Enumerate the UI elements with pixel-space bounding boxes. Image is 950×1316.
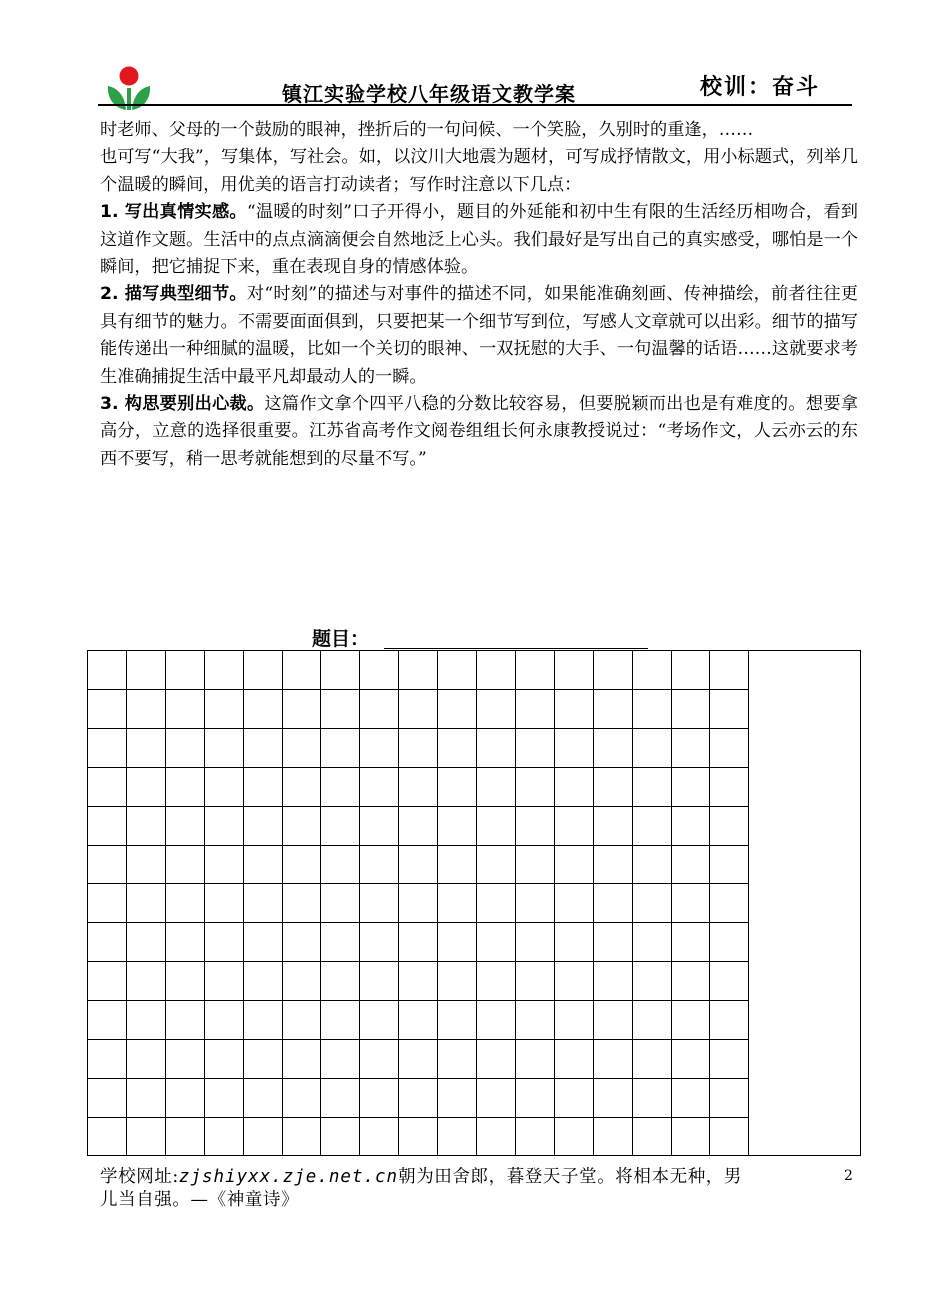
point-1 <box>100 199 858 281</box>
logo-right-leaf <box>132 86 150 110</box>
intro-line: 时老师、父母的一个鼓励的眼神，挫折后的一句问候、一个笑脸，久别时的重逢，…… <box>100 120 754 140</box>
logo-stem <box>127 88 131 110</box>
header-motto: 校训：奋斗 <box>700 75 821 100</box>
footer-url[interactable]: zjshiyxx.zje.net.cn <box>178 1167 399 1187</box>
composition-grid[interactable] <box>87 650 861 1156</box>
page-number: 2 <box>844 1168 853 1184</box>
composition-title-label: 题目： <box>312 628 370 650</box>
point-2 <box>100 281 858 391</box>
lesson-content <box>100 117 858 473</box>
intro-line: 也可写“大我”，写集体，写社会。如，以汶川大地震为题材，可写成抒情散文，用小标题式，列举几个温暖的瞬间，用优美的语言打动读者；写作时注意以下几点： <box>100 147 858 195</box>
footer-poem: 朝为田舍郎，暮登天子堂。将相本无种，男儿当自强。—《神童诗》 <box>100 1167 742 1210</box>
point-2-label: 2. 描写典型细节。 <box>100 284 247 305</box>
point-3 <box>100 391 858 473</box>
header-divider <box>98 104 852 106</box>
header-title: 镇江实验学校八年级语文教学案 <box>282 82 576 106</box>
point-3-text: 这篇作文拿个四平八稳的分数比较容易，但要脱颖而出也是有难度的。想要拿高分，立意的选择很重要。江苏省高考作文阅卷组组长何永康教授说过：“考场作文，人云亦云的东西不要写，稍一思考就能想到的尽量不写。” <box>100 394 858 469</box>
point-2-text: 对“时刻”的描述与对事件的描述不同，如果能准确刻画、传神描绘，前者往往更具有细节的魅力。不需要面面俱到，只要把某一个细节写到位，写感人文章就可以出彩。细节的描写能传递出一种细腻的温暖，比如一个关切的眼神、一双抚慰的大手、一句温馨的话语……这就要求考生准确捕捉生活中最平凡却最动人的一瞬。 <box>100 284 858 387</box>
composition-title-blank[interactable] <box>384 648 648 649</box>
point-1-label: 1. 写出真情实感。 <box>100 202 247 223</box>
point-3-label: 3. 构思要别出心裁。 <box>100 394 265 415</box>
footer-url-label: 学校网址: <box>100 1167 179 1187</box>
logo-red-dot <box>120 67 139 86</box>
point-1-text: “温暖的时刻”口子开得小，题目的外延能和初中生有限的生活经历相吻合，看到这道作文题。生活中的点点滴滴便会自然地泛上心头。我们最好是写出自己的真实感受，哪怕是一个瞬间，把它捕捉下来，重在表现自身的情感体验。 <box>100 202 858 278</box>
logo-left-leaf <box>108 86 126 110</box>
footer-text <box>100 1166 760 1212</box>
